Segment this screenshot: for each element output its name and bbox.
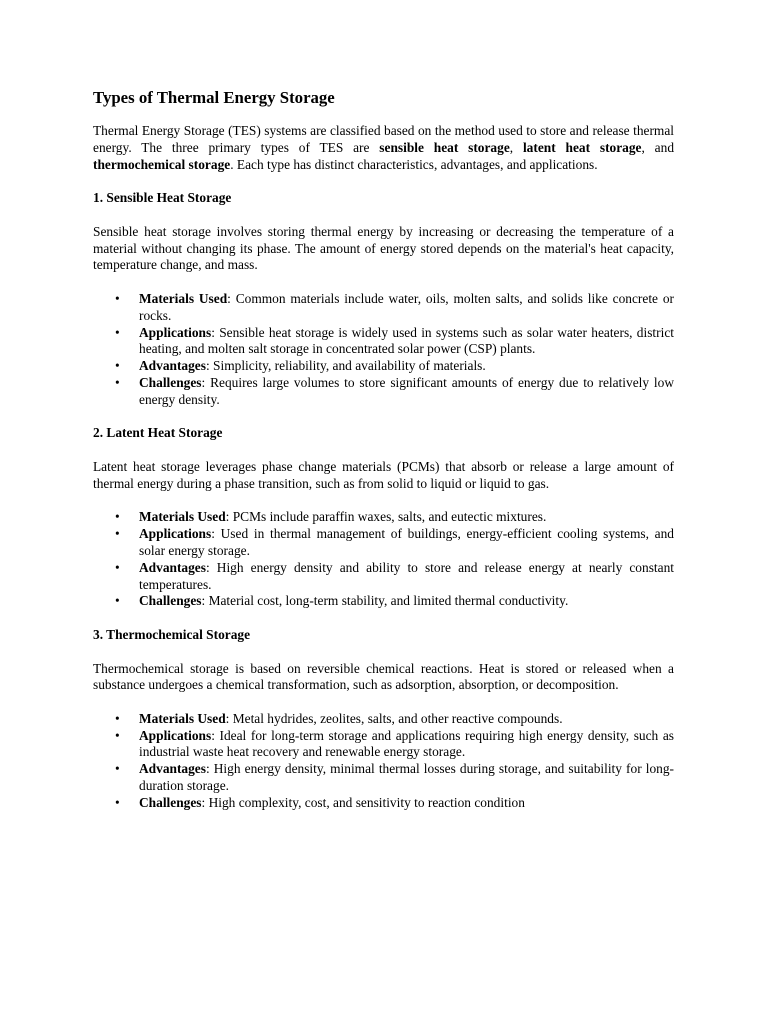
bullet-icon: • <box>115 794 120 810</box>
bullet-icon: • <box>115 559 120 575</box>
intro-text-2: . Each type has distinct characteristics, advantages, and applications. <box>230 156 598 172</box>
list-item <box>93 375 674 409</box>
intro-sep-1: , <box>509 139 523 155</box>
bullet-list-thermochemical <box>93 711 674 812</box>
list-item-text: : Used in thermal management of buildings, energy-efficient cooling systems, and solar energy storage. <box>139 526 674 558</box>
bullet-icon: • <box>115 509 120 525</box>
list-item-text: : High energy density and ability to store and release energy at nearly constant temperatures. <box>139 559 674 592</box>
intro-text-1: Thermal Energy Storage (TES) systems are classified based on the method used to store and release thermal energy. The three primary types of TES are <box>93 123 674 155</box>
bullet-icon: • <box>115 710 120 726</box>
list-item-text: : Sensible heat storage is widely used in systems such as solar water heaters, district heating, and molten salt storage in concentrated solar power (CSP) plants. <box>139 324 674 357</box>
list-item <box>93 728 674 762</box>
intro-paragraph <box>93 123 674 173</box>
list-item <box>93 795 674 812</box>
section-paragraph-sensible: Sensible heat storage involves storing thermal energy by increasing or decreasing the temperature of a material without changing its phase. The amount of energy stored depends on the material's heat capacity, temperature change, and mass. <box>93 223 674 273</box>
list-item <box>93 509 674 526</box>
list-item-text: : Metal hydrides, zeolites, salts, and other reactive compounds. <box>225 710 563 726</box>
list-item-text: : High energy density, minimal thermal losses during storage, and suitability for long-duration storage. <box>139 761 674 794</box>
list-item-label: Challenges <box>139 794 202 810</box>
list-item-label: Materials Used <box>139 509 226 525</box>
list-item <box>93 761 674 795</box>
section-paragraph-thermochemical: Thermochemical storage is based on reversible chemical reactions. Heat is stored or released when a substance undergoes a chemical transformation, such as adsorption, absorption, or decomposition. <box>93 660 674 693</box>
bullet-icon: • <box>115 526 120 542</box>
bullet-list-latent <box>93 509 674 610</box>
bullet-icon: • <box>115 358 120 374</box>
list-item-label: Materials Used <box>139 710 226 726</box>
list-item <box>93 325 674 359</box>
list-item-text: : Material cost, long-term stability, and limited thermal conductivity. <box>201 593 569 609</box>
list-item-label: Applications <box>139 324 212 340</box>
list-item <box>93 560 674 594</box>
bullet-list-sensible <box>93 291 674 409</box>
section-heading-sensible: 1. Sensible Heat Storage <box>93 190 232 206</box>
list-item <box>93 711 674 728</box>
list-item-text: : PCMs include paraffin waxes, salts, and eutectic mixtures. <box>225 509 547 525</box>
list-item-label: Materials Used <box>139 290 228 306</box>
list-item-label: Challenges <box>139 374 202 390</box>
intro-bold-latent: latent heat storage <box>522 139 642 155</box>
list-item-label: Advantages <box>139 559 206 575</box>
bullet-icon: • <box>115 324 120 340</box>
list-item-label: Challenges <box>139 593 202 609</box>
intro-sep-2: , and <box>641 139 675 155</box>
list-item-text: : Simplicity, reliability, and availability of materials. <box>205 358 486 374</box>
bullet-icon: • <box>115 761 120 777</box>
list-item-text: : Common materials include water, oils, molten salts, and solids like concrete or rocks. <box>139 290 674 323</box>
section-heading-latent: 2. Latent Heat Storage <box>93 425 223 441</box>
bullet-icon: • <box>115 374 120 390</box>
list-item-label: Applications <box>139 727 212 743</box>
document-title: Types of Thermal Energy Storage <box>93 88 335 107</box>
list-item-label: Advantages <box>139 761 206 777</box>
intro-bold-sensible: sensible heat storage <box>379 139 510 155</box>
list-item <box>93 526 674 560</box>
bullet-icon: • <box>115 290 120 306</box>
list-item-label: Applications <box>139 526 212 542</box>
list-item-text: : High complexity, cost, and sensitivity to reaction condition <box>201 794 525 810</box>
bullet-icon: • <box>115 593 120 609</box>
list-item <box>93 291 674 325</box>
list-item-text: : Requires large volumes to store significant amounts of energy due to relatively low energy density. <box>139 374 674 407</box>
list-item <box>93 358 674 375</box>
list-item-text: : Ideal for long-term storage and applications requiring high energy density, such as industrial waste heat recovery and renewable energy storage. <box>139 727 674 760</box>
section-paragraph-latent: Latent heat storage leverages phase change materials (PCMs) that absorb or release a large amount of thermal energy during a phase transition, such as from solid to liquid or liquid to gas. <box>93 458 674 491</box>
list-item <box>93 593 674 610</box>
bullet-icon: • <box>115 727 120 743</box>
document-page <box>93 88 674 828</box>
intro-bold-thermochemical: thermochemical storage <box>93 156 231 172</box>
list-item-label: Advantages <box>139 358 206 374</box>
section-heading-thermochemical: 3. Thermochemical Storage <box>93 626 251 642</box>
